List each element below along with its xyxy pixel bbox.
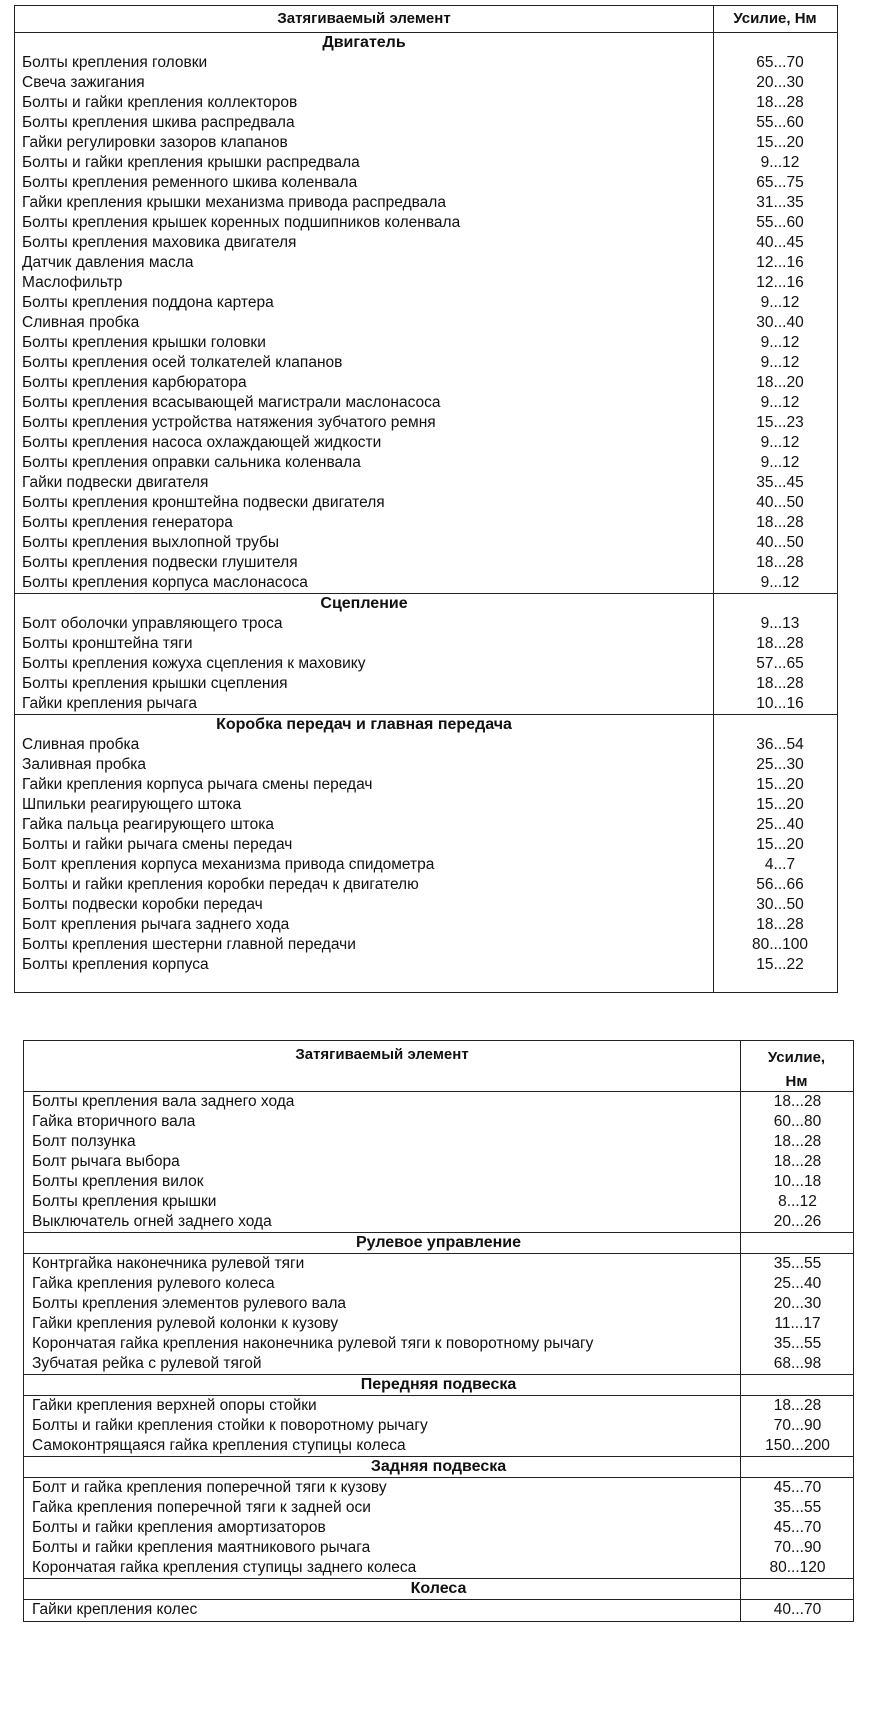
table-row (15, 173, 837, 193)
element-cell: Болт крепления рычага заднего хода (22, 916, 290, 933)
table-row (15, 634, 837, 654)
torque-cell: 9...13 (760, 615, 800, 632)
torque-cell: 36...54 (756, 736, 804, 753)
element-cell: Гайки крепления рулевой колонки к кузову (32, 1315, 339, 1332)
table-row (24, 1354, 853, 1374)
torque-cell: 11...17 (774, 1315, 821, 1332)
torque-cell: 18...28 (756, 916, 804, 933)
table-row (15, 815, 837, 835)
element-cell: Болты крепления шкива распредвала (22, 114, 295, 131)
table-row (15, 694, 837, 714)
torque-cell: 15...20 (756, 796, 804, 813)
table-row (15, 473, 837, 493)
torque-cell: 68...98 (773, 1355, 822, 1372)
table-section (15, 593, 837, 714)
table-row (15, 533, 837, 553)
table-row (15, 453, 837, 473)
torque-cell: 18...28 (773, 1153, 822, 1170)
torque-cell: 40...70 (773, 1601, 822, 1618)
section-title: Колеса (24, 1579, 853, 1600)
table-row (15, 93, 837, 113)
table-row (24, 1294, 853, 1314)
torque-cell: 45...70 (773, 1519, 822, 1536)
table-row (24, 1518, 853, 1538)
element-cell: Корончатая гайка крепления ступицы заднего колеса (32, 1559, 417, 1576)
torque-cell: 18...28 (773, 1093, 822, 1110)
torque-cell: 25...30 (756, 756, 804, 773)
table-row (15, 915, 837, 935)
table-row (15, 333, 837, 353)
element-cell: Болты крепления корпуса (22, 956, 209, 973)
table-row (15, 553, 837, 573)
table-row (15, 273, 837, 293)
table-row (24, 1436, 853, 1456)
table-row (15, 373, 837, 393)
element-cell: Болты крепления кожуха сцепления к маховику (22, 655, 366, 672)
table-section (24, 1374, 853, 1456)
header-force-line1: Усилие, (767, 1049, 826, 1066)
table-row (15, 513, 837, 533)
element-cell: Болт рычага выбора (32, 1153, 180, 1170)
element-cell: Болты крепления вала заднего хода (32, 1093, 295, 1110)
torque-cell: 25...40 (756, 816, 804, 833)
torque-cell: 9...12 (760, 354, 800, 371)
table-row (24, 1152, 853, 1172)
table-row (15, 493, 837, 513)
table-row (24, 1600, 853, 1620)
element-cell: Болты крепления корпуса маслонасоса (22, 574, 308, 591)
torque-cell: 18...28 (756, 94, 804, 111)
torque-cell: 30...40 (756, 314, 804, 331)
table-row (24, 1478, 853, 1498)
header-force: Усилие, Нм (733, 10, 817, 27)
element-cell: Гайка крепления рулевого колеса (32, 1275, 275, 1292)
table-row (24, 1172, 853, 1192)
table-row (15, 795, 837, 815)
element-cell: Шпильки реагирующего штока (22, 796, 242, 813)
torque-cell: 12...16 (756, 254, 804, 271)
element-cell: Болт ползунка (32, 1133, 136, 1150)
element-cell: Гайка крепления поперечной тяги к задней оси (32, 1499, 371, 1516)
torque-cell: 35...55 (773, 1499, 822, 1516)
table-section (24, 1092, 853, 1232)
table-row (15, 614, 837, 634)
torque-cell: 8...12 (778, 1193, 817, 1210)
table-row (24, 1498, 853, 1518)
element-cell: Болты крепления подвески глушителя (22, 554, 298, 571)
table-row (15, 935, 837, 955)
table-row (24, 1274, 853, 1294)
element-cell: Свеча зажигания (22, 74, 145, 91)
header-element: Затягиваемый элемент (277, 10, 451, 27)
table-row (15, 213, 837, 233)
table-row (15, 755, 837, 775)
table-row (24, 1192, 853, 1212)
torque-cell: 40...50 (756, 494, 804, 511)
element-cell: Гайки крепления рычага (22, 695, 197, 712)
torque-cell: 25...40 (773, 1275, 822, 1292)
torque-cell: 9...12 (760, 154, 800, 171)
table-row (15, 835, 837, 855)
torque-cell: 18...28 (773, 1397, 822, 1414)
element-cell: Гайки крепления верхней опоры стойки (32, 1397, 317, 1414)
torque-cell: 18...28 (756, 554, 804, 571)
element-cell: Болты и гайки крепления амортизаторов (32, 1519, 326, 1536)
element-cell: Болты крепления оправки сальника коленвала (22, 454, 361, 471)
element-cell: Болты крепления ременного шкива коленвала (22, 174, 358, 191)
table-row (15, 735, 837, 755)
torque-cell: 18...28 (756, 635, 804, 652)
element-cell: Контргайка наконечника рулевой тяги (32, 1255, 305, 1272)
table-header (24, 1041, 853, 1092)
table-row (15, 955, 837, 975)
element-cell: Болты крепления осей толкателей клапанов (22, 354, 343, 371)
section-title: Задняя подвеска (24, 1457, 853, 1478)
section-title: Коробка передач и главная передача (216, 716, 512, 733)
section-title: Передняя подвеска (24, 1375, 853, 1396)
torque-cell: 45...70 (773, 1479, 822, 1496)
element-cell: Заливная пробка (22, 756, 147, 773)
element-cell: Болты и гайки крепления коллекторов (22, 94, 298, 111)
element-cell: Гайки подвески двигателя (22, 474, 209, 491)
element-cell: Гайки крепления корпуса рычага смены передач (22, 776, 373, 793)
torque-cell: 9...12 (760, 394, 800, 411)
table-row (24, 1416, 853, 1436)
torque-cell: 35...45 (756, 474, 804, 491)
table-row (15, 413, 837, 433)
table-row (15, 573, 837, 593)
torque-cell: 18...20 (756, 374, 804, 391)
table-row (15, 53, 837, 73)
torque-cell: 57...65 (756, 655, 804, 672)
element-cell: Болт оболочки управляющего троса (22, 615, 283, 632)
torque-cell: 10...16 (756, 695, 804, 712)
element-cell: Болты крепления маховика двигателя (22, 234, 297, 251)
torque-cell: 15...20 (756, 776, 804, 793)
element-cell: Болты крепления шестерни главной передачи (22, 936, 356, 953)
element-cell: Болты и гайки крепления стойки к поворотному рычагу (32, 1417, 428, 1434)
element-cell: Гайки крепления крышки механизма привода распредвала (22, 194, 446, 211)
section-title: Рулевое управление (24, 1233, 853, 1254)
torque-cell: 70...90 (773, 1539, 822, 1556)
table-section (24, 1456, 853, 1578)
table-row (15, 433, 837, 453)
torque-cell: 20...30 (773, 1295, 822, 1312)
table-row (15, 855, 837, 875)
element-cell: Гайки регулировки зазоров клапанов (22, 134, 288, 151)
torque-cell: 65...75 (756, 174, 804, 191)
header-element: Затягиваемый элемент (295, 1046, 469, 1063)
element-cell: Датчик давления масла (22, 254, 194, 271)
torque-cell: 56...66 (756, 876, 804, 893)
torque-cell: 80...100 (751, 936, 809, 953)
table-row (15, 654, 837, 674)
element-cell: Болты крепления генератора (22, 514, 233, 531)
element-cell: Болты и гайки крепления коробки передач к двигателю (22, 876, 419, 893)
torque-cell: 9...12 (760, 334, 800, 351)
element-cell: Самоконтрящаяся гайка крепления ступицы колеса (32, 1437, 406, 1454)
torque-cell: 35...55 (773, 1255, 822, 1272)
element-cell: Зубчатая рейка с рулевой тягой (32, 1355, 262, 1372)
table-row (24, 1538, 853, 1558)
element-cell: Болт крепления корпуса механизма привода спидометра (22, 856, 435, 873)
torque-cell: 65...70 (756, 54, 804, 71)
torque-cell: 150...200 (765, 1437, 830, 1454)
element-cell: Болты крепления устройства натяжения зубчатого ремня (22, 414, 436, 431)
element-cell: Болты крепления крышки сцепления (22, 675, 288, 692)
torque-cell: 9...12 (760, 454, 800, 471)
table-header (15, 6, 837, 33)
table-row (15, 113, 837, 133)
element-cell: Болты крепления элементов рулевого вала (32, 1295, 346, 1312)
section-title: Двигатель (322, 34, 406, 51)
table-row (15, 73, 837, 93)
section-title: Сцепление (320, 595, 408, 612)
torque-cell: 15...20 (756, 134, 804, 151)
element-cell: Сливная пробка (22, 736, 140, 753)
table-row (24, 1314, 853, 1334)
table-section (24, 1578, 853, 1620)
table-row (15, 153, 837, 173)
table-row (24, 1334, 853, 1354)
table-row (15, 193, 837, 213)
element-cell: Болты крепления насоса охлаждающей жидкости (22, 434, 382, 451)
table-body (15, 33, 837, 975)
torque-cell: 12...16 (756, 274, 804, 291)
element-cell: Корончатая гайка крепления наконечника рулевой тяги к поворотному рычагу (32, 1335, 594, 1352)
element-cell: Маслофильтр (22, 274, 123, 291)
element-cell: Гайка пальца реагирующего штока (22, 816, 274, 833)
torque-cell: 18...28 (756, 675, 804, 692)
table-row (24, 1092, 853, 1112)
table-row (24, 1558, 853, 1578)
torque-cell: 15...23 (756, 414, 804, 431)
torque-cell: 40...45 (756, 234, 804, 251)
element-cell: Болты крепления вилок (32, 1173, 204, 1190)
table-row (15, 253, 837, 273)
table-row (15, 353, 837, 373)
torque-cell: 9...12 (760, 574, 800, 591)
element-cell: Болты и гайки крепления крышки распредвала (22, 154, 360, 171)
torque-cell: 55...60 (756, 114, 804, 131)
table-row (24, 1132, 853, 1152)
torque-cell: 18...28 (756, 514, 804, 531)
torque-cell: 15...22 (756, 956, 804, 973)
element-cell: Болты и гайки крепления маятникового рычага (32, 1539, 371, 1556)
table-row (24, 1254, 853, 1274)
table-row (15, 233, 837, 253)
element-cell: Болты и гайки рычага смены передач (22, 836, 293, 853)
torque-table-1 (14, 5, 838, 993)
element-cell: Гайка вторичного вала (32, 1113, 196, 1130)
torque-cell: 20...26 (773, 1213, 822, 1230)
torque-cell: 9...12 (760, 294, 800, 311)
element-cell: Болты крепления крышек коренных подшипников коленвала (22, 214, 461, 231)
table-row (15, 674, 837, 694)
table-row (15, 293, 837, 313)
torque-cell: 4...7 (764, 856, 796, 873)
element-cell: Болты крепления крышки головки (22, 334, 266, 351)
torque-cell: 18...28 (773, 1133, 822, 1150)
torque-cell: 31...35 (756, 194, 804, 211)
table-row (15, 313, 837, 333)
torque-cell: 10...18 (773, 1173, 822, 1190)
element-cell: Болты кронштейна тяги (22, 635, 193, 652)
table-row (15, 133, 837, 153)
table-row (15, 775, 837, 795)
table-body (24, 1092, 853, 1620)
table-section (15, 714, 837, 975)
torque-cell: 40...50 (756, 534, 804, 551)
table-row (24, 1396, 853, 1416)
element-cell: Гайки крепления колес (32, 1601, 198, 1618)
table-row (15, 895, 837, 915)
torque-cell: 70...90 (773, 1417, 822, 1434)
element-cell: Болты крепления всасывающей магистрали маслонасоса (22, 394, 441, 411)
torque-cell: 9...12 (760, 434, 800, 451)
element-cell: Сливная пробка (22, 314, 140, 331)
torque-cell: 30...50 (756, 896, 804, 913)
element-cell: Болты крепления крышки (32, 1193, 217, 1210)
header-force (740, 1046, 853, 1094)
table-section (24, 1232, 853, 1374)
torque-cell: 15...20 (756, 836, 804, 853)
torque-cell: 20...30 (756, 74, 804, 91)
element-cell: Болты крепления головки (22, 54, 208, 71)
table-row (24, 1112, 853, 1132)
table-row (15, 875, 837, 895)
element-cell: Болты крепления выхлопной трубы (22, 534, 280, 551)
torque-cell: 80...120 (769, 1559, 826, 1576)
element-cell: Болты крепления поддона картера (22, 294, 274, 311)
table-row (15, 393, 837, 413)
element-cell: Выключатель огней заднего хода (32, 1213, 272, 1230)
torque-cell: 35...55 (773, 1335, 822, 1352)
element-cell: Болт и гайка крепления поперечной тяги к кузову (32, 1479, 387, 1496)
torque-cell: 60...80 (773, 1113, 822, 1130)
element-cell: Болты крепления кронштейна подвески двигателя (22, 494, 385, 511)
torque-cell: 55...60 (756, 214, 804, 231)
table-row (24, 1212, 853, 1232)
header-force-line2: Нм (785, 1073, 808, 1090)
element-cell: Болты подвески коробки передач (22, 896, 263, 913)
torque-table-2 (23, 1040, 854, 1622)
element-cell: Болты крепления карбюратора (22, 374, 247, 391)
table-section (15, 33, 837, 593)
